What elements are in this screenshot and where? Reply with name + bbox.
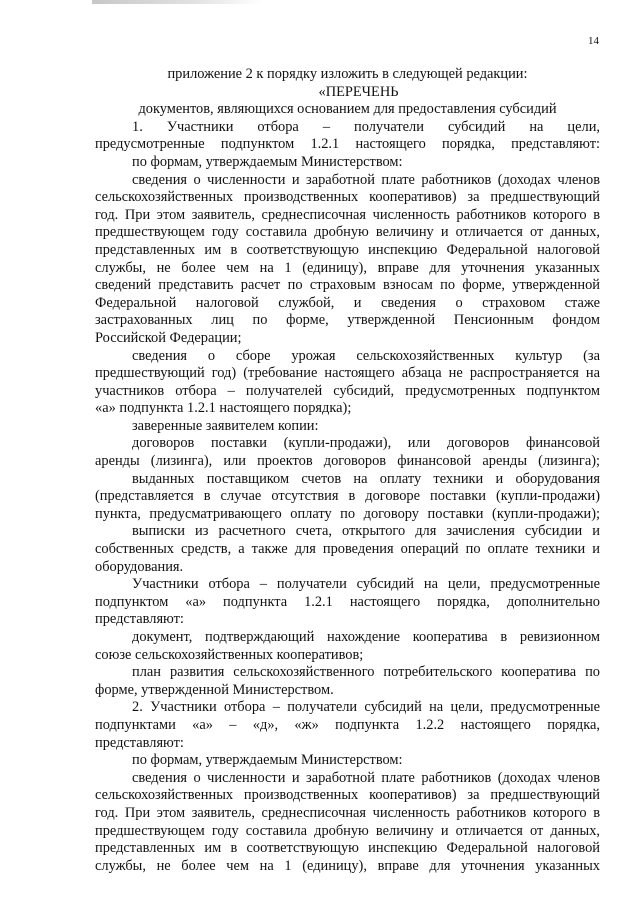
document-body <box>95 66 600 875</box>
text-line: предшествующем году составила дробную величину и отличается от данных, <box>95 224 600 241</box>
text-line: план развития сельскохозяйственного потребительского кооператива по <box>132 664 600 681</box>
text-line: предшествующий год) (требование настоящего абзаца не распространяется на <box>95 365 600 382</box>
text-line: год. При этом заявитель, среднесписочная численность работников которого в <box>95 206 600 223</box>
text-line: сведения о сборе урожая сельскохозяйственных культур (за <box>132 347 600 364</box>
text-line: 1. Участники отбора – получатели субсидий на цели, <box>132 118 600 135</box>
text-line: заверенные заявителем копии: <box>132 417 319 434</box>
text-line: год. При этом заявитель, среднесписочная численность работников которого в <box>95 804 600 821</box>
text-line: представляют: <box>95 734 184 751</box>
text-line: союзе сельскохозяйственных кооперативов; <box>95 646 364 663</box>
text-line: службы, не более чем на 1 (единицу), вправе для уточнения указанных <box>95 259 600 276</box>
text-line: сведений представить расчет по страховым взносам по форме, утвержденной <box>95 277 600 294</box>
text-line: сельскохозяйственных производственных кооперативов) за предшествующий <box>95 787 600 804</box>
text-line: Российской Федерации; <box>95 329 242 346</box>
text-line: «а» подпункта 1.2.1 настоящего порядка); <box>95 400 352 417</box>
text-line: по формам, утверждаемым Министерством: <box>132 153 403 170</box>
text-line: представленных им в соответствующую инспекцию Федеральной налоговой <box>95 840 600 857</box>
text-line: участников отбора – получателей субсидий, предусмотренных подпунктом <box>95 382 600 399</box>
text-line: сведения о численности и заработной плате работников (доходах членов <box>132 171 600 188</box>
text-line: предшествующем году составила дробную величину и отличается от данных, <box>95 822 600 839</box>
text-line: застрахованных лиц по форме, утвержденной Пенсионным фондом <box>95 312 600 329</box>
text-line: предусмотренные подпунктом 1.2.1 настоящего порядка, представляют: <box>95 136 600 153</box>
text-line: представленных им в соответствующую инспекцию Федеральной налоговой <box>95 241 600 258</box>
text-line: собственных средств, а также для проведения операций по оплате техники и <box>95 541 600 558</box>
text-line: форме, утвержденной Министерством. <box>95 681 334 698</box>
text-line: выписки из расчетного счета, открытого для зачисления субсидии и <box>132 523 600 540</box>
intro-line: приложение 2 к порядку изложить в следующей редакции: <box>167 66 528 82</box>
text-line: договоров поставки (купли-продажи), или договоров финансовой <box>132 435 600 452</box>
text-line: оборудования. <box>95 558 184 575</box>
list-title: «ПЕРЕЧЕНЬ <box>318 83 399 100</box>
text-line: (представляется в случае отсутствия в договоре поставки (купли-продажи) <box>95 488 600 505</box>
scan-artifact <box>92 0 262 4</box>
text-line: подпунктами «а» – «д», «ж» подпункта 1.2.2 настоящего порядка, <box>95 716 600 733</box>
text-line: подпунктом «а» подпункта 1.2.1 настоящего порядка, дополнительно <box>95 593 600 610</box>
text-line: представляют: <box>95 611 184 628</box>
list-subtitle: документов, являющихся основанием для предоставления субсидий <box>138 101 557 118</box>
text-line: Участники отбора – получатели субсидий на цели, предусмотренные <box>132 576 600 593</box>
text-line: сельскохозяйственных производственных кооперативов) за предшествующий <box>95 189 600 206</box>
text-line: пункта, предусматривающего оплату по договору поставки (купли-продажи); <box>95 505 600 522</box>
text-line: по формам, утверждаемым Министерством: <box>132 752 403 769</box>
text-line: документ, подтверждающий нахождение кооператива в ревизионном <box>132 629 600 645</box>
text-line: 2. Участники отбора – получатели субсидий на цели, предусмотренные <box>132 699 600 716</box>
page-number: 14 <box>588 35 599 47</box>
text-line: службы, не более чем на 1 (единицу), вправе для уточнения указанных <box>95 857 600 874</box>
text-line: выданных поставщиком счетов на оплату техники и оборудования <box>132 470 600 487</box>
text-line: Федеральной налоговой службой, и сведения о страховом стаже <box>95 294 600 311</box>
text-line: аренды (лизинга), или проектов договоров финансовой аренды (лизинга); <box>95 453 600 470</box>
text-line: сведения о численности и заработной плате работников (доходах членов <box>132 769 600 786</box>
